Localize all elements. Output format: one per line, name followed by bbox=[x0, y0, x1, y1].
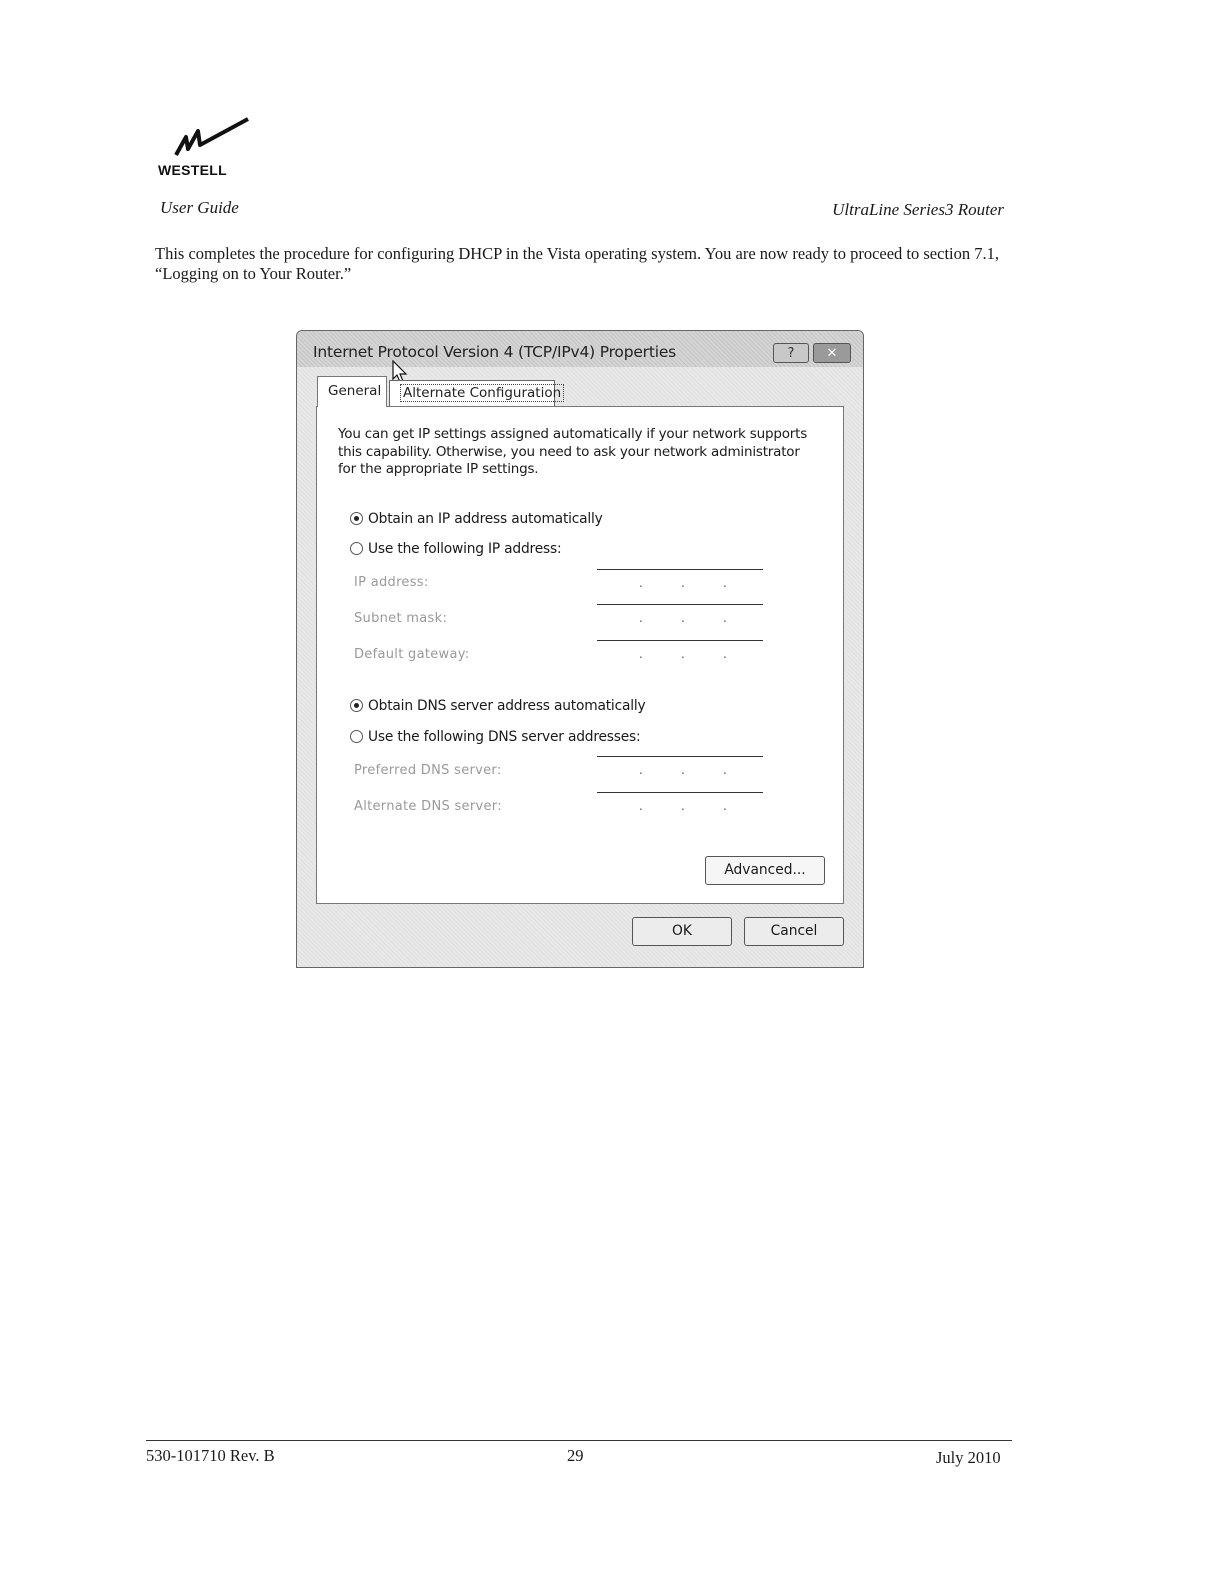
footer-page-number: 29 bbox=[567, 1446, 584, 1465]
obtain-dns-auto-radio[interactable] bbox=[350, 698, 645, 714]
use-following-dns-radio[interactable] bbox=[350, 729, 640, 745]
ip-address-input[interactable]: . . . bbox=[597, 569, 763, 591]
radio-unselected-icon bbox=[350, 730, 363, 743]
cancel-button[interactable]: Cancel bbox=[744, 917, 844, 946]
radio-selected-icon bbox=[350, 512, 363, 525]
alternate-dns-label: Alternate DNS server: bbox=[354, 799, 502, 814]
default-gateway-input[interactable]: . . . bbox=[597, 640, 763, 662]
use-following-dns-label: Use the following DNS server addresses: bbox=[368, 729, 641, 745]
obtain-ip-auto-label: Obtain an IP address automatically bbox=[368, 511, 603, 527]
ip-address-label: IP address: bbox=[354, 575, 429, 590]
intro-paragraph: This completes the procedure for configuring DHCP in the Vista operating system. You are now ready to proceed to section 7.1, “Logging on to Your Router.” bbox=[155, 244, 999, 283]
dialog-titlebar[interactable] bbox=[297, 331, 863, 367]
footer-divider bbox=[146, 1440, 1012, 1441]
ok-button[interactable]: OK bbox=[632, 917, 732, 946]
alternate-dns-input[interactable]: . . . bbox=[597, 792, 763, 814]
footer-date: July 2010 bbox=[936, 1448, 1001, 1467]
westell-logo-icon bbox=[172, 115, 252, 161]
general-panel bbox=[316, 406, 844, 904]
help-button[interactable]: ? bbox=[773, 343, 809, 363]
tab-alternate-label: Alternate Configuration bbox=[400, 384, 564, 402]
westell-logo bbox=[158, 115, 254, 180]
use-following-ip-radio[interactable] bbox=[350, 541, 561, 557]
subnet-mask-input[interactable]: . . . bbox=[597, 604, 763, 626]
radio-selected-icon bbox=[350, 699, 363, 712]
obtain-dns-auto-label: Obtain DNS server address automatically bbox=[368, 698, 646, 714]
obtain-ip-auto-radio[interactable] bbox=[350, 511, 603, 527]
default-gateway-label: Default gateway: bbox=[354, 647, 470, 662]
preferred-dns-input[interactable]: . . . bbox=[597, 756, 763, 778]
advanced-button[interactable]: Advanced... bbox=[705, 856, 825, 885]
subnet-mask-label: Subnet mask: bbox=[354, 611, 448, 626]
logo-text: WESTELL bbox=[158, 162, 227, 178]
close-button[interactable]: ✕ bbox=[813, 343, 851, 363]
use-following-ip-label: Use the following IP address: bbox=[368, 541, 562, 557]
footer-doc-number: 530-101710 Rev. B bbox=[146, 1446, 275, 1465]
header-product-name: UltraLine Series3 Router bbox=[832, 200, 1004, 219]
dialog-title: Internet Protocol Version 4 (TCP/IPv4) Properties bbox=[313, 343, 677, 361]
ipv4-properties-dialog bbox=[296, 330, 864, 968]
preferred-dns-label: Preferred DNS server: bbox=[354, 763, 502, 778]
ip-settings-description: You can get IP settings assigned automatically if your network supports this capability. Otherwise, you need to ask your network administrator for the appropriate IP settings. bbox=[338, 426, 808, 477]
header-user-guide: User Guide bbox=[160, 198, 239, 217]
tab-alternate-configuration[interactable] bbox=[389, 380, 562, 406]
radio-unselected-icon bbox=[350, 542, 363, 555]
tab-general[interactable]: General bbox=[317, 376, 387, 407]
